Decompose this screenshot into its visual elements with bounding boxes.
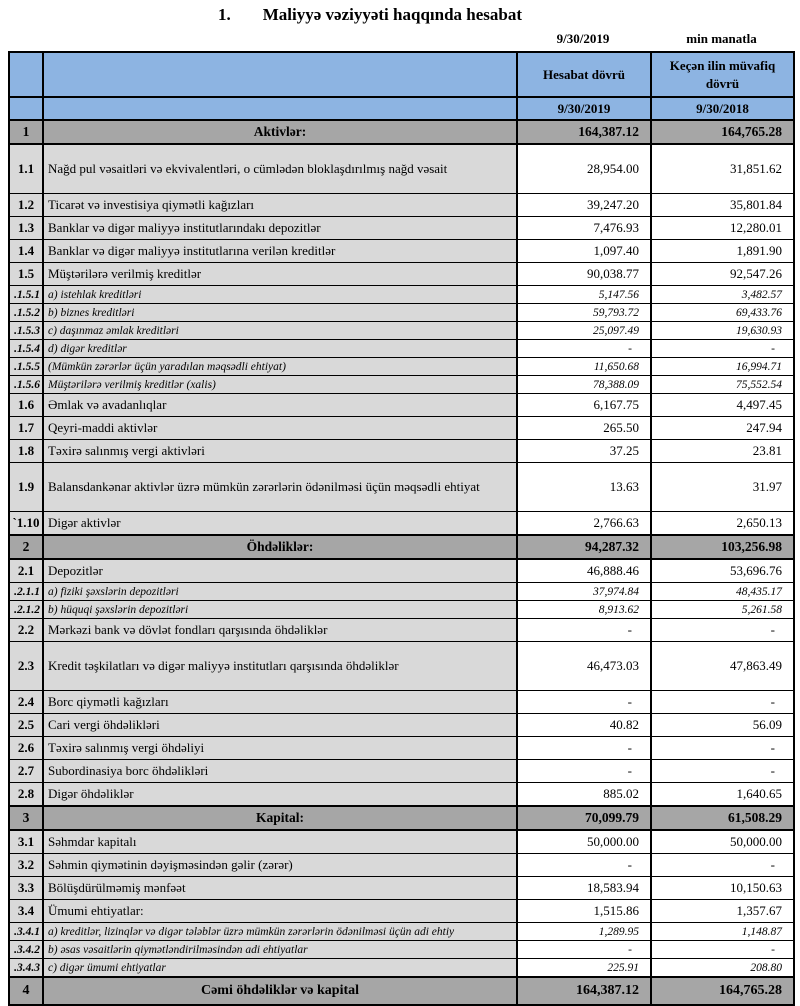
row-label-cell: Əmlak və avadanlıqlar bbox=[43, 394, 517, 417]
row-label-cell: Müştərilərə verilmiş kreditlər (xalis) bbox=[43, 376, 517, 394]
table-row bbox=[9, 806, 794, 830]
value-prior-cell: - bbox=[651, 760, 794, 783]
value-prior-cell: 69,433.76 bbox=[651, 304, 794, 322]
value-prior-cell: 47,863.49 bbox=[651, 642, 794, 691]
table-row bbox=[9, 217, 794, 240]
header-current-date-cell: 9/30/2019 bbox=[517, 97, 651, 120]
row-number-cell: 3 bbox=[9, 806, 43, 830]
table-row bbox=[9, 304, 794, 322]
row-label-cell: Digər öhdəliklər bbox=[43, 783, 517, 807]
value-prior-cell: 31.97 bbox=[651, 463, 794, 512]
table-row bbox=[9, 737, 794, 760]
value-prior-cell: 164,765.28 bbox=[651, 120, 794, 144]
value-prior-cell: 208.80 bbox=[651, 959, 794, 978]
value-current-cell: 1,289.95 bbox=[517, 923, 651, 941]
value-prior-cell: 1,640.65 bbox=[651, 783, 794, 807]
table-row bbox=[9, 877, 794, 900]
header-blank-cell bbox=[43, 52, 517, 97]
value-prior-cell: 35,801.84 bbox=[651, 194, 794, 217]
row-label-cell: (Mümkün zərərlər üçün yaradılan məqsədli ehtiyat) bbox=[43, 358, 517, 376]
row-label-cell: Ümumi ehtiyatlar: bbox=[43, 900, 517, 923]
table-row bbox=[9, 583, 794, 601]
row-label-cell: Cəmi öhdəliklər və kapital bbox=[43, 977, 517, 1005]
table-row bbox=[9, 923, 794, 941]
value-prior-cell: - bbox=[651, 619, 794, 642]
row-number-cell: 1.9 bbox=[9, 463, 43, 512]
row-label-cell: a) kreditlər, lizinqlər və digər tələblər üzrə mümkün zərərlərin ödənilməsi üçün adi ehtiy bbox=[43, 923, 517, 941]
table-row bbox=[9, 977, 794, 1005]
row-label-cell: Ticarət və investisiya qiymətli kağızları bbox=[43, 194, 517, 217]
value-prior-cell: 12,280.01 bbox=[651, 217, 794, 240]
value-prior-cell: 48,435.17 bbox=[651, 583, 794, 601]
value-current-cell: 5,147.56 bbox=[517, 286, 651, 304]
value-current-cell: 7,476.93 bbox=[517, 217, 651, 240]
page-title bbox=[218, 5, 800, 25]
value-prior-cell: - bbox=[651, 854, 794, 877]
row-label-cell: b) əsas vəsaitlərin qiymətləndirilməsindən adi ehtiyatlar bbox=[43, 941, 517, 959]
row-label-cell: Səhmdar kapitalı bbox=[43, 830, 517, 854]
table-row bbox=[9, 854, 794, 877]
row-number-cell: .1.5.4 bbox=[9, 340, 43, 358]
table-row bbox=[9, 394, 794, 417]
value-prior-cell: 103,256.98 bbox=[651, 535, 794, 559]
meta-unit-note: min manatla bbox=[686, 31, 757, 46]
row-number-cell: 3.1 bbox=[9, 830, 43, 854]
value-current-cell: 46,473.03 bbox=[517, 642, 651, 691]
table-row bbox=[9, 144, 794, 194]
table-row bbox=[9, 120, 794, 144]
table-row bbox=[9, 783, 794, 807]
value-prior-cell: 92,547.26 bbox=[651, 263, 794, 286]
value-current-cell: 265.50 bbox=[517, 417, 651, 440]
value-prior-cell: 1,357.67 bbox=[651, 900, 794, 923]
value-prior-cell: 16,994.71 bbox=[651, 358, 794, 376]
value-prior-cell: 56.09 bbox=[651, 714, 794, 737]
table-row bbox=[9, 340, 794, 358]
table-row bbox=[9, 714, 794, 737]
value-current-cell: 1,097.40 bbox=[517, 240, 651, 263]
table-row bbox=[9, 619, 794, 642]
row-label-cell: Borc qiymətli kağızları bbox=[43, 691, 517, 714]
row-label-cell: b) hüquqi şəxslərin depozitləri bbox=[43, 601, 517, 619]
value-current-cell: 37,974.84 bbox=[517, 583, 651, 601]
value-current-cell: 46,888.46 bbox=[517, 559, 651, 583]
row-number-cell: 1.2 bbox=[9, 194, 43, 217]
row-label-cell: Bölüşdürülməmiş mənfəət bbox=[43, 877, 517, 900]
table-row bbox=[9, 322, 794, 340]
value-current-cell: 164,387.12 bbox=[517, 977, 651, 1005]
value-current-cell: 2,766.63 bbox=[517, 512, 651, 536]
value-prior-cell: 5,261.58 bbox=[651, 601, 794, 619]
header-blank-cell bbox=[9, 97, 43, 120]
value-current-cell: 90,038.77 bbox=[517, 263, 651, 286]
value-prior-cell: - bbox=[651, 340, 794, 358]
row-number-cell: .1.5.5 bbox=[9, 358, 43, 376]
value-current-cell: 25,097.49 bbox=[517, 322, 651, 340]
header-current-period-cell: Hesabat dövrü bbox=[517, 52, 651, 97]
row-label-cell: Cari vergi öhdəlikləri bbox=[43, 714, 517, 737]
value-prior-cell: 31,851.62 bbox=[651, 144, 794, 194]
row-label-cell: Banklar və digər maliyyə institutlarına verilən kreditlər bbox=[43, 240, 517, 263]
table-row bbox=[9, 512, 794, 536]
table-body bbox=[9, 120, 794, 1005]
value-prior-cell: 247.94 bbox=[651, 417, 794, 440]
row-number-cell: 2.3 bbox=[9, 642, 43, 691]
row-label-cell: Mərkəzi bank və dövlət fondları qarşısında öhdəliklər bbox=[43, 619, 517, 642]
page-title-number: 1. bbox=[218, 5, 231, 24]
value-current-cell: - bbox=[517, 737, 651, 760]
value-current-cell: - bbox=[517, 619, 651, 642]
value-current-cell: 40.82 bbox=[517, 714, 651, 737]
header-prior-period-cell: Keçən ilin müvafiq dövrü bbox=[651, 52, 794, 97]
value-prior-cell: 23.81 bbox=[651, 440, 794, 463]
value-prior-cell: - bbox=[651, 691, 794, 714]
table-row bbox=[9, 642, 794, 691]
value-prior-cell: 4,497.45 bbox=[651, 394, 794, 417]
value-current-cell: 13.63 bbox=[517, 463, 651, 512]
header-blank-cell bbox=[43, 97, 517, 120]
table-row bbox=[9, 376, 794, 394]
value-current-cell: 8,913.62 bbox=[517, 601, 651, 619]
value-current-cell: 164,387.12 bbox=[517, 120, 651, 144]
table-header-row bbox=[9, 52, 794, 97]
row-label-cell: Banklar və digər maliyyə institutlarındakı depozitlər bbox=[43, 217, 517, 240]
row-number-cell: 2.7 bbox=[9, 760, 43, 783]
value-current-cell: 885.02 bbox=[517, 783, 651, 807]
row-number-cell: .3.4.2 bbox=[9, 941, 43, 959]
value-prior-cell: 3,482.57 bbox=[651, 286, 794, 304]
row-number-cell: 1.8 bbox=[9, 440, 43, 463]
row-label-cell: Öhdəliklər: bbox=[43, 535, 517, 559]
row-label-cell: Təxirə salınmış vergi öhdəliyi bbox=[43, 737, 517, 760]
row-number-cell: 3.4 bbox=[9, 900, 43, 923]
value-current-cell: - bbox=[517, 854, 651, 877]
table-row bbox=[9, 194, 794, 217]
row-number-cell: .1.5.1 bbox=[9, 286, 43, 304]
value-current-cell: 28,954.00 bbox=[517, 144, 651, 194]
table-row bbox=[9, 463, 794, 512]
table-row bbox=[9, 830, 794, 854]
row-label-cell: Balansdankənar aktivlər üzrə mümkün zərərlərin ödənilməsi üçün məqsədli ehtiyat bbox=[43, 463, 517, 512]
table-row bbox=[9, 240, 794, 263]
row-number-cell: 1.4 bbox=[9, 240, 43, 263]
row-number-cell: 2.6 bbox=[9, 737, 43, 760]
row-number-cell: 3.3 bbox=[9, 877, 43, 900]
table-row bbox=[9, 691, 794, 714]
table-row bbox=[9, 601, 794, 619]
row-label-cell: Subordinasiya borc öhdəlikləri bbox=[43, 760, 517, 783]
value-prior-cell: 2,650.13 bbox=[651, 512, 794, 536]
table-row bbox=[9, 900, 794, 923]
row-number-cell: `1.10 bbox=[9, 512, 43, 536]
row-number-cell: .2.1.1 bbox=[9, 583, 43, 601]
table-row bbox=[9, 417, 794, 440]
row-label-cell: a) istehlak kreditləri bbox=[43, 286, 517, 304]
value-current-cell: - bbox=[517, 941, 651, 959]
row-number-cell: 1.5 bbox=[9, 263, 43, 286]
table-row bbox=[9, 959, 794, 978]
value-current-cell: 11,650.68 bbox=[517, 358, 651, 376]
row-number-cell: 2.2 bbox=[9, 619, 43, 642]
value-current-cell: 225.91 bbox=[517, 959, 651, 978]
page-title-text: Maliyyə vəziyyəti haqqında hesabat bbox=[262, 5, 523, 24]
financial-position-table bbox=[8, 51, 795, 1006]
value-current-cell: 59,793.72 bbox=[517, 304, 651, 322]
value-prior-cell: 1,891.90 bbox=[651, 240, 794, 263]
row-number-cell: .1.5.3 bbox=[9, 322, 43, 340]
value-prior-cell: 75,552.54 bbox=[651, 376, 794, 394]
row-number-cell: 2.8 bbox=[9, 783, 43, 807]
row-label-cell: b) biznes kreditləri bbox=[43, 304, 517, 322]
table-row bbox=[9, 263, 794, 286]
row-label-cell: Digər aktivlər bbox=[43, 512, 517, 536]
value-prior-cell: 61,508.29 bbox=[651, 806, 794, 830]
row-label-cell: Depozitlər bbox=[43, 559, 517, 583]
row-number-cell: 2.1 bbox=[9, 559, 43, 583]
value-current-cell: 78,388.09 bbox=[517, 376, 651, 394]
value-current-cell: 1,515.86 bbox=[517, 900, 651, 923]
header-blank-cell bbox=[9, 52, 43, 97]
row-number-cell: 1.3 bbox=[9, 217, 43, 240]
row-label-cell: Nağd pul vəsaitləri və ekvivalentləri, o cümlədən bloklaşdırılmış nağd vəsait bbox=[43, 144, 517, 194]
value-current-cell: - bbox=[517, 340, 651, 358]
meta-report-date: 9/30/2019 bbox=[556, 31, 610, 46]
header-prior-date-cell: 9/30/2018 bbox=[651, 97, 794, 120]
row-label-cell: Aktivlər: bbox=[43, 120, 517, 144]
row-number-cell: .1.5.6 bbox=[9, 376, 43, 394]
row-number-cell: 2.5 bbox=[9, 714, 43, 737]
row-label-cell: Müştərilərə verilmiş kreditlər bbox=[43, 263, 517, 286]
value-prior-cell: 19,630.93 bbox=[651, 322, 794, 340]
table-row bbox=[9, 941, 794, 959]
row-label-cell: c) daşınmaz əmlak kreditləri bbox=[43, 322, 517, 340]
value-prior-cell: 53,696.76 bbox=[651, 559, 794, 583]
value-current-cell: 50,000.00 bbox=[517, 830, 651, 854]
row-label-cell: Təxirə salınmış vergi aktivləri bbox=[43, 440, 517, 463]
table-subheader-row bbox=[9, 97, 794, 120]
row-number-cell: 1.1 bbox=[9, 144, 43, 194]
value-current-cell: 6,167.75 bbox=[517, 394, 651, 417]
value-current-cell: - bbox=[517, 691, 651, 714]
value-prior-cell: 50,000.00 bbox=[651, 830, 794, 854]
table-row bbox=[9, 358, 794, 376]
value-prior-cell: 1,148.87 bbox=[651, 923, 794, 941]
row-label-cell: a) fiziki şəxslərin depozitləri bbox=[43, 583, 517, 601]
table-row bbox=[9, 559, 794, 583]
row-label-cell: Səhmin qiymətinin dəyişməsindən gəlir (zərər) bbox=[43, 854, 517, 877]
row-number-cell: 4 bbox=[9, 977, 43, 1005]
row-label-cell: Qeyri-maddi aktivlər bbox=[43, 417, 517, 440]
row-number-cell: .3.4.3 bbox=[9, 959, 43, 978]
value-current-cell: - bbox=[517, 760, 651, 783]
value-prior-cell: - bbox=[651, 941, 794, 959]
row-label-cell: Kredit təşkilatları və digər maliyyə institutları qarşısında öhdəliklər bbox=[43, 642, 517, 691]
table-row bbox=[9, 535, 794, 559]
row-number-cell: 1.6 bbox=[9, 394, 43, 417]
value-prior-cell: 10,150.63 bbox=[651, 877, 794, 900]
row-number-cell: 2.4 bbox=[9, 691, 43, 714]
row-label-cell: Kapital: bbox=[43, 806, 517, 830]
row-number-cell: .2.1.2 bbox=[9, 601, 43, 619]
row-label-cell: d) digər kreditlər bbox=[43, 340, 517, 358]
row-number-cell: .3.4.1 bbox=[9, 923, 43, 941]
value-prior-cell: - bbox=[651, 737, 794, 760]
value-current-cell: 70,099.79 bbox=[517, 806, 651, 830]
row-label-cell: c) digər ümumi ehtiyatlar bbox=[43, 959, 517, 978]
table-row bbox=[9, 760, 794, 783]
value-current-cell: 18,583.94 bbox=[517, 877, 651, 900]
row-number-cell: 2 bbox=[9, 535, 43, 559]
row-number-cell: 3.2 bbox=[9, 854, 43, 877]
value-current-cell: 94,287.32 bbox=[517, 535, 651, 559]
row-number-cell: 1.7 bbox=[9, 417, 43, 440]
value-prior-cell: 164,765.28 bbox=[651, 977, 794, 1005]
table-row bbox=[9, 440, 794, 463]
value-current-cell: 37.25 bbox=[517, 440, 651, 463]
meta-line bbox=[0, 27, 800, 51]
row-number-cell: 1 bbox=[9, 120, 43, 144]
value-current-cell: 39,247.20 bbox=[517, 194, 651, 217]
row-number-cell: .1.5.2 bbox=[9, 304, 43, 322]
table-row bbox=[9, 286, 794, 304]
